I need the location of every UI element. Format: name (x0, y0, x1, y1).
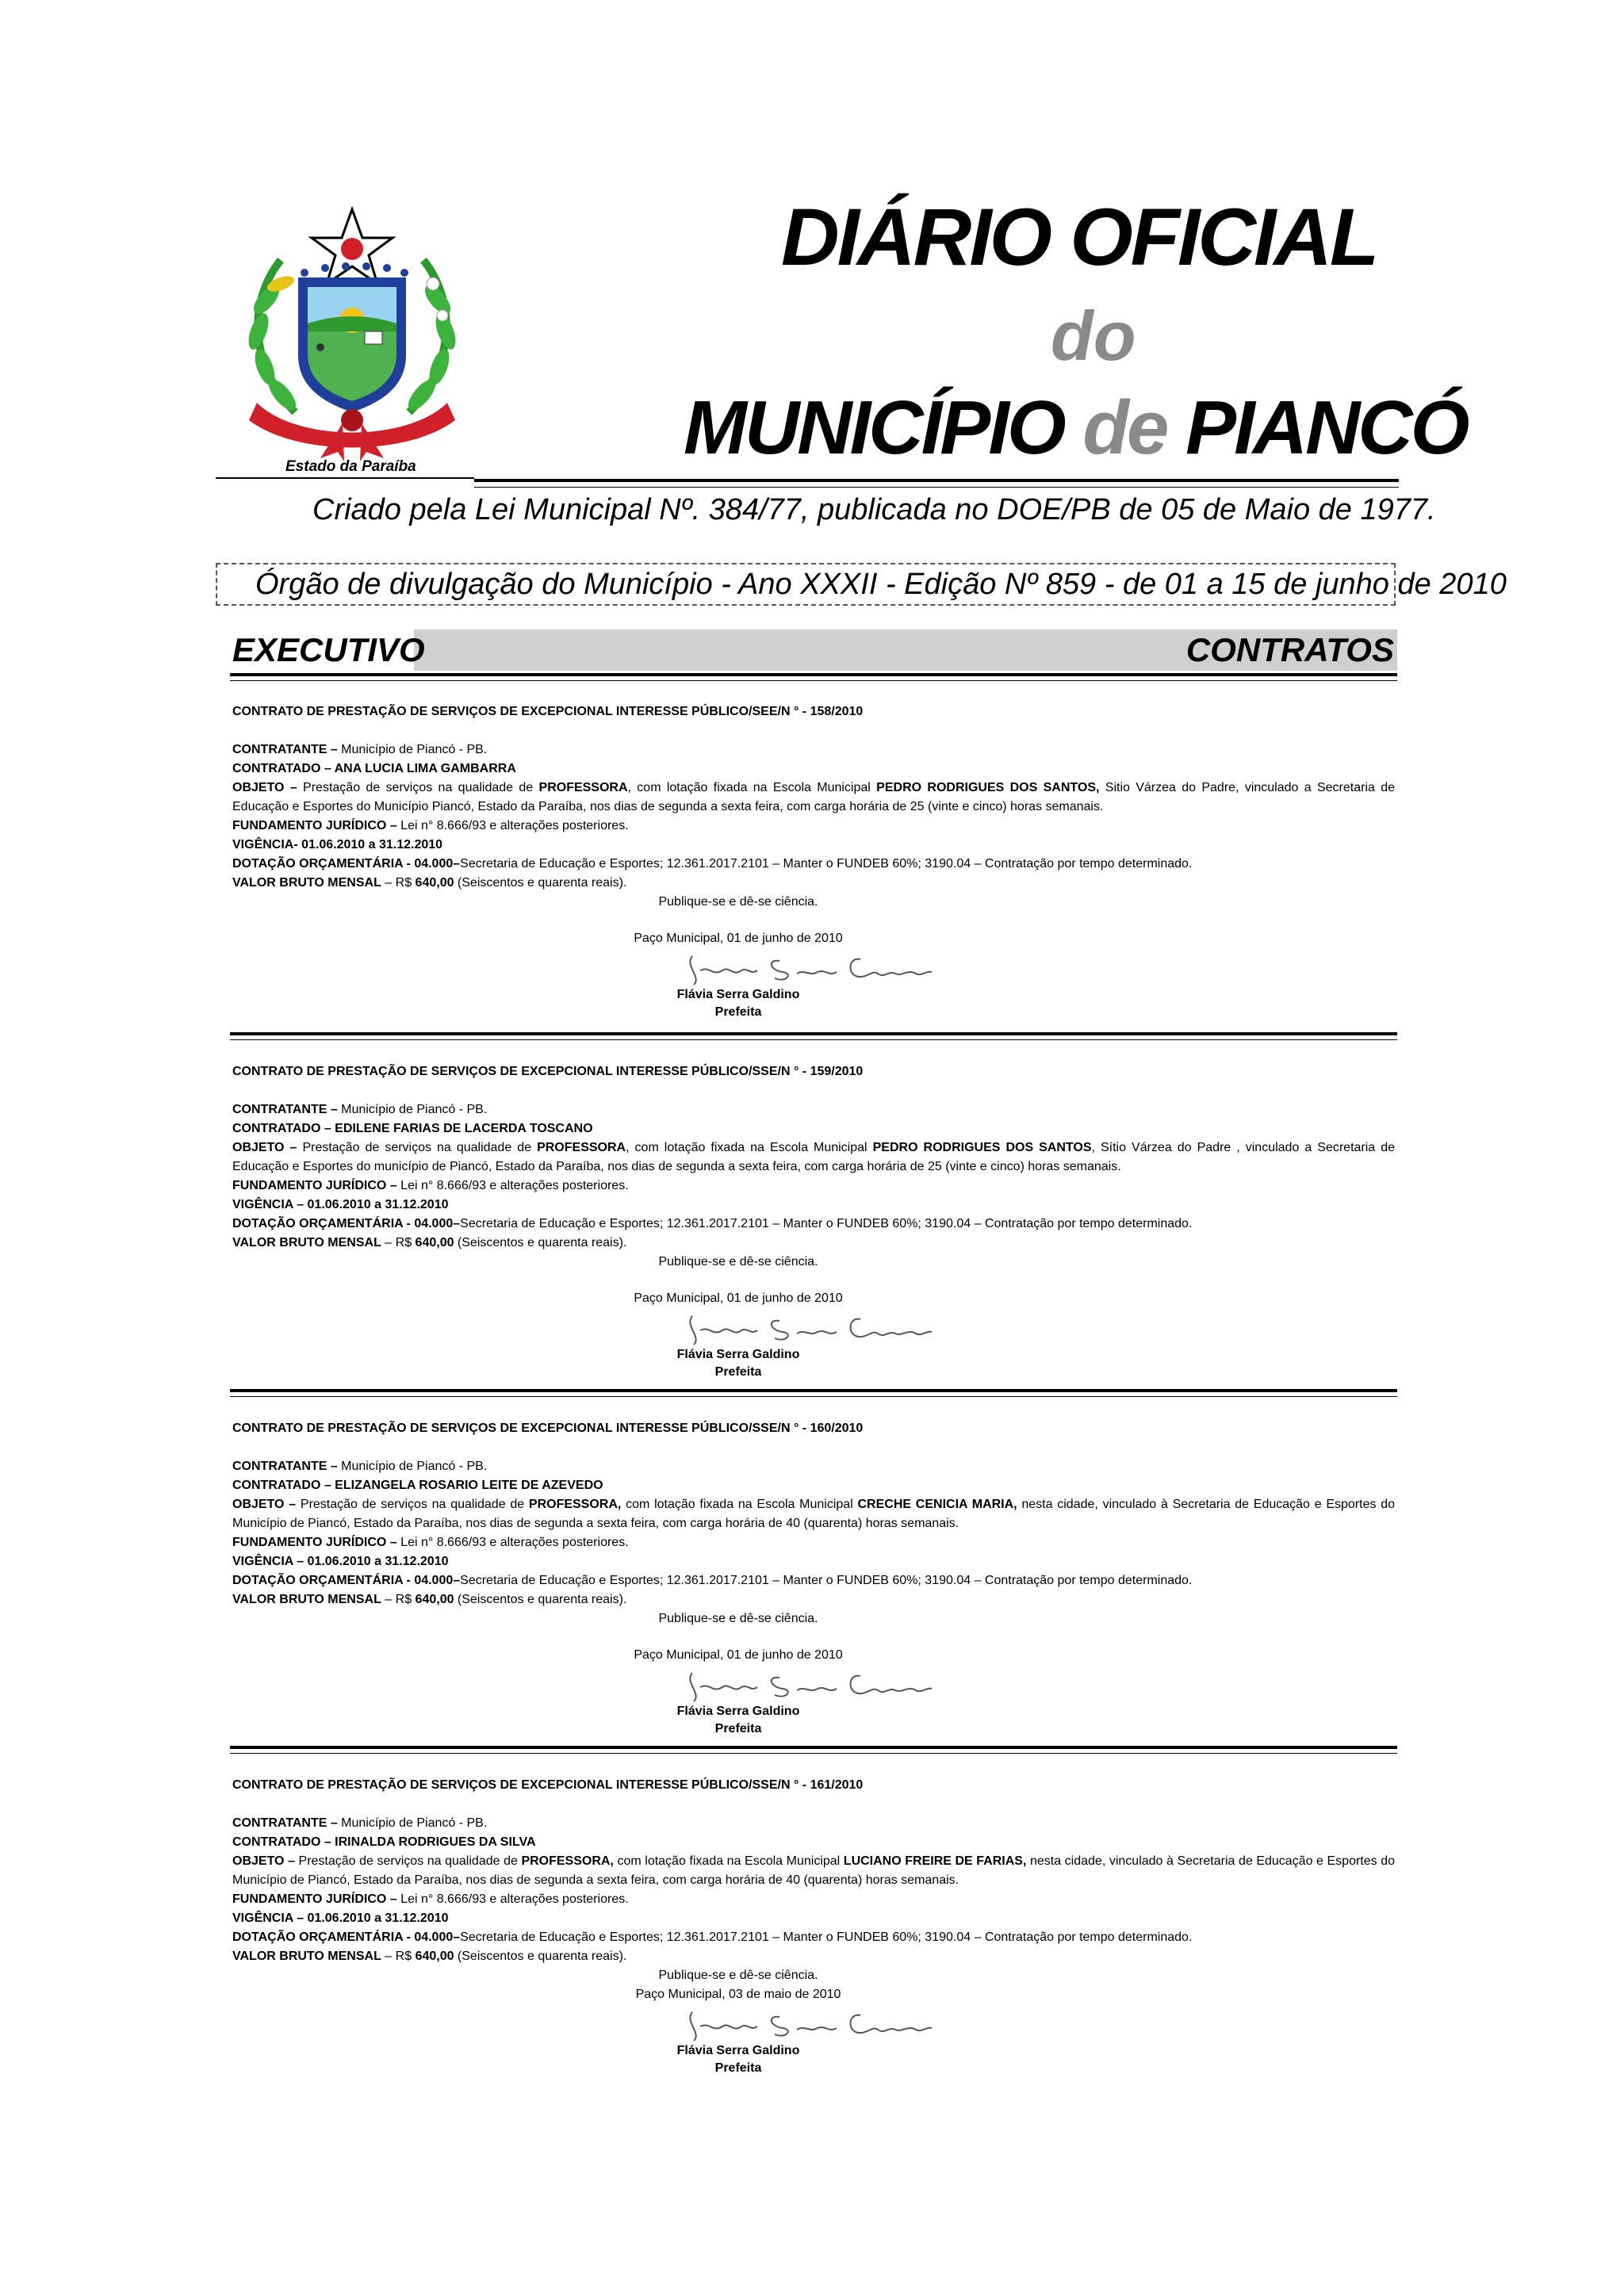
vigencia-line (232, 1909, 1395, 1928)
objeto-role: PROFESSORA (538, 781, 628, 794)
title-de: de (1082, 385, 1167, 470)
valor-part-b: (Seiscentos e quarenta reais). (454, 1593, 627, 1606)
signer-name: Flávia Serra Galdino (676, 2044, 800, 2057)
objeto-part-a: Prestação de serviços na qualidade de (297, 781, 539, 794)
objeto-role: PROFESSORA, (528, 1498, 622, 1511)
contract-158 (232, 702, 1395, 1021)
contract-divider-thick (230, 1746, 1397, 1749)
section-divider-thin (230, 680, 1397, 681)
dotacao-label: DOTAÇÃO ORÇAMENTÁRIA - 04.000– (232, 1574, 461, 1587)
objeto-part-c: nesta cidade, vinculado à Secretaria de Educação e Esportes do Município de Piancó, Estado da Paraíba, nos dias de segunda a sexta feira, com carga horária de 40 (quarenta) horas semanais. (232, 1854, 1396, 1887)
contract-heading: CONTRATO DE PRESTAÇÃO DE SERVIÇOS DE EXCEPCIONAL INTERESSE PÚBLICO/SEE/N ° - 158/2010 (232, 705, 864, 718)
objeto-part-b: com lotação fixada na Escola Municipal (613, 1854, 844, 1868)
contratado-value: CONTRATADO – ELIZANGELA ROSARIO LEITE DE AZEVEDO (232, 1479, 603, 1492)
objeto-school: PEDRO RODRIGUES DOS SANTOS, (876, 781, 1100, 794)
valor-part-a: – R$ (381, 1236, 416, 1249)
objeto-school: LUCIANO FREIRE DE FARIAS, (843, 1854, 1027, 1868)
contratante-label: CONTRATANTE – (232, 1460, 338, 1473)
contratante-label: CONTRATANTE – (232, 1816, 338, 1830)
signer-name: Flávia Serra Galdino (676, 1705, 800, 1718)
objeto-label: OBJETO – (232, 1854, 295, 1868)
contract-divider-thin (230, 1753, 1397, 1754)
valor-part-b: (Seiscentos e quarenta reais). (454, 876, 627, 890)
contratante-line (232, 740, 1395, 760)
signature-icon (232, 2004, 1395, 2042)
contract-159 (232, 1062, 1395, 1381)
objeto-paragraph (232, 1495, 1395, 1533)
contratado-line (232, 1833, 1395, 1852)
dotacao-label: DOTAÇÃO ORÇAMENTÁRIA - 04.000– (232, 857, 461, 871)
fundamento-value: Lei n° 8.666/93 e alterações posteriores. (396, 1536, 629, 1549)
crest-caption: Estado da Paraíba (285, 458, 416, 475)
contract-160 (232, 1419, 1395, 1738)
valor-label: VALOR BRUTO MENSAL (232, 876, 381, 890)
contratado-line (232, 1119, 1395, 1138)
contratado-value: CONTRATADO – IRINALDA RODRIGUES DA SILVA (232, 1835, 536, 1849)
contratante-value: Município de Piancó - PB. (337, 1816, 488, 1830)
title-municipio: MUNICÍPIO (684, 385, 1064, 470)
valor-line (232, 1234, 1395, 1253)
contract-heading: CONTRATO DE PRESTAÇÃO DE SERVIÇOS DE EXCEPCIONAL INTERESSE PÚBLICO/SSE/N ° - 159/2010 (232, 1065, 864, 1078)
valor-part-a: – R$ (381, 876, 416, 890)
valor-label: VALOR BRUTO MENSAL (232, 1950, 381, 1963)
vigencia-value: VIGÊNCIA- 01.06.2010 a 31.12.2010 (232, 838, 443, 851)
publique-text: Publique-se e dê-se ciência. (658, 1612, 818, 1625)
contratante-value: Município de Piancó - PB. (337, 1103, 488, 1116)
valor-amount: 640,00 (415, 1236, 454, 1249)
contract-divider-thin (230, 1039, 1397, 1040)
signer-role: Prefeita (714, 1365, 762, 1379)
objeto-school: CRECHE CENICIA MARIA, (857, 1498, 1017, 1511)
masthead-divider-thick (474, 479, 1399, 482)
contract-divider-thick (230, 1389, 1397, 1392)
signer-name: Flávia Serra Galdino (676, 988, 800, 1001)
signer-role: Prefeita (714, 1005, 762, 1019)
contract-divider-thin (230, 1396, 1397, 1397)
fundamento-label: FUNDAMENTO JURÍDICO – (232, 819, 397, 832)
valor-part-a: – R$ (381, 1593, 416, 1606)
dotacao-value: Secretaria de Educação e Esportes; 12.361.2017.2101 – Manter o FUNDEB 60%; 3190.04 – Contratação por tempo determinado. (460, 1574, 1193, 1587)
objeto-part-c: nesta cidade, vinculado à Secretaria de Educação e Esportes do Município de Piancó, Estado da Paraíba, nos dias de segunda a sexta feira, com carga horária de 40 (quarenta) horas semanais. (232, 1498, 1396, 1530)
objeto-label: OBJETO – (232, 781, 297, 794)
vigencia-line (232, 1196, 1395, 1215)
objeto-part-b: com lotação fixada na Escola Municipal (621, 1498, 858, 1511)
section-divider-thick (230, 673, 1397, 676)
paco-municipal-date: Paço Municipal, 01 de junho de 2010 (634, 932, 843, 945)
objeto-role: PROFESSORA, (521, 1854, 614, 1868)
fundamento-label: FUNDAMENTO JURÍDICO – (232, 1536, 397, 1549)
objeto-paragraph (232, 779, 1395, 817)
valor-part-a: – R$ (381, 1950, 416, 1963)
title-line-3 (684, 385, 1468, 470)
signature-icon (232, 1308, 1395, 1346)
title-line-2: do (1051, 297, 1136, 375)
fundamento-line (232, 1890, 1395, 1909)
publique-text: Publique-se e dê-se ciência. (658, 895, 818, 909)
valor-label: VALOR BRUTO MENSAL (232, 1236, 381, 1249)
valor-part-b: (Seiscentos e quarenta reais). (454, 1950, 627, 1963)
contratante-value: Município de Piancó - PB. (337, 1460, 488, 1473)
dotacao-value: Secretaria de Educação e Esportes; 12.361.2017.2101 – Manter o FUNDEB 60%; 3190.04 – Contratação por tempo determinado. (460, 1931, 1193, 1944)
objeto-paragraph (232, 1138, 1395, 1177)
objeto-school: PEDRO RODRIGUES DOS SANTOS (872, 1141, 1092, 1154)
vigencia-line (232, 1552, 1395, 1571)
dotacao-label: DOTAÇÃO ORÇAMENTÁRIA - 04.000– (232, 1931, 461, 1944)
paco-municipal-date: Paço Municipal, 03 de maio de 2010 (635, 1988, 841, 2001)
contract-divider-thick (230, 1032, 1397, 1035)
objeto-paragraph (232, 1852, 1395, 1890)
dotacao-line (232, 1215, 1395, 1234)
fundamento-label: FUNDAMENTO JURÍDICO – (232, 1179, 397, 1192)
signer-role: Prefeita (714, 1722, 762, 1735)
objeto-role: PROFESSORA (537, 1141, 626, 1154)
valor-amount: 640,00 (415, 1950, 454, 1963)
valor-line (232, 1590, 1395, 1609)
title-pianco: PIANCÓ (1185, 385, 1468, 470)
valor-amount: 640,00 (415, 1593, 454, 1606)
signer-name: Flávia Serra Galdino (676, 1348, 800, 1361)
objeto-part-c: Sitio Várzea do Padre, vinculado a Secretaria de Educação e Esportes do Município Piancó, Estado da Paraíba, nos dias de segunda a sexta feira, com carga horária de 25 (vinte e cinco) horas semanais. (232, 781, 1396, 813)
dotacao-line (232, 855, 1395, 874)
fundamento-line (232, 817, 1395, 836)
dotacao-value: Secretaria de Educação e Esportes; 12.361.2017.2101 – Manter o FUNDEB 60%; 3190.04 – Contratação por tempo determinado. (460, 857, 1193, 871)
publique-text: Publique-se e dê-se ciência. (658, 1255, 818, 1269)
dotacao-line (232, 1571, 1395, 1590)
edition-text: Órgão de divulgação do Município - Ano XXXII - Edição Nº 859 - de 01 a 15 de junho de 2010 (255, 568, 1507, 601)
objeto-part-a: Prestação de serviços na qualidade de (297, 1141, 538, 1154)
contratado-value: CONTRATADO – ANA LUCIA LIMA GAMBARRA (232, 762, 516, 775)
objeto-part-a: Prestação de serviços na qualidade de (294, 1854, 522, 1868)
fundamento-value: Lei n° 8.666/93 e alterações posteriores. (396, 1892, 629, 1906)
fundamento-value: Lei n° 8.666/93 e alterações posteriores. (396, 1179, 629, 1192)
contratante-label: CONTRATANTE – (232, 743, 338, 756)
fundamento-line (232, 1177, 1395, 1196)
objeto-part-b: , com lotação fixada na Escola Municipal (627, 781, 877, 794)
signature-icon (232, 1665, 1395, 1703)
section-executivo: EXECUTIVO (232, 631, 425, 668)
vigencia-value: VIGÊNCIA – 01.06.2010 a 31.12.2010 (232, 1555, 449, 1568)
contratante-line (232, 1814, 1395, 1833)
contratante-label: CONTRATANTE – (232, 1103, 338, 1116)
valor-amount: 640,00 (415, 876, 454, 890)
dotacao-line (232, 1928, 1395, 1947)
objeto-part-b: , com lotação fixada na Escola Municipal (626, 1141, 873, 1154)
contract-161 (232, 1776, 1395, 2077)
signature-icon (232, 948, 1395, 986)
crest-emblem-icon (225, 205, 479, 484)
valor-line (232, 874, 1395, 893)
fundamento-value: Lei n° 8.666/93 e alterações posteriores. (396, 819, 629, 832)
vigencia-line (232, 836, 1395, 855)
objeto-label: OBJETO – (232, 1498, 297, 1511)
objeto-label: OBJETO – (232, 1141, 297, 1154)
creation-law-text: Criado pela Lei Municipal Nº. 384/77, publicada no DOE/PB de 05 de Maio de 1977. (312, 493, 1436, 526)
valor-label: VALOR BRUTO MENSAL (232, 1593, 381, 1606)
contratante-line (232, 1100, 1395, 1119)
fundamento-label: FUNDAMENTO JURÍDICO – (232, 1892, 397, 1906)
title-line-1: DIÁRIO OFICIAL (781, 192, 1377, 282)
contratado-value: CONTRATADO – EDILENE FARIAS DE LACERDA TOSCANO (232, 1122, 593, 1135)
contratado-line (232, 1476, 1395, 1495)
masthead-divider-thin (474, 487, 1399, 488)
contratado-line (232, 760, 1395, 779)
vigencia-value: VIGÊNCIA – 01.06.2010 a 31.12.2010 (232, 1198, 449, 1211)
contract-heading: CONTRATO DE PRESTAÇÃO DE SERVIÇOS DE EXCEPCIONAL INTERESSE PÚBLICO/SSE/N ° - 160/2010 (232, 1422, 864, 1435)
dotacao-label: DOTAÇÃO ORÇAMENTÁRIA - 04.000– (232, 1217, 461, 1230)
objeto-part-c: , Sítio Várzea do Padre , vinculado a Secretaria de Educação e Esportes do município de Piancó, Estado da Paraíba, nos dias de segunda a sexta feira, com carga horária de 25 (vinte e cinco) horas semanais. (232, 1141, 1396, 1173)
paco-municipal-date: Paço Municipal, 01 de junho de 2010 (634, 1648, 843, 1662)
paco-municipal-date: Paço Municipal, 01 de junho de 2010 (634, 1292, 843, 1305)
fundamento-line (232, 1533, 1395, 1552)
dotacao-value: Secretaria de Educação e Esportes; 12.361.2017.2101 – Manter o FUNDEB 60%; 3190.04 – Contratação por tempo determinado. (460, 1217, 1193, 1230)
publique-text: Publique-se e dê-se ciência. (658, 1969, 818, 1982)
section-contratos: CONTRATOS (1185, 631, 1394, 668)
contratante-line (232, 1457, 1395, 1476)
vigencia-value: VIGÊNCIA – 01.06.2010 a 31.12.2010 (232, 1911, 449, 1925)
contract-heading: CONTRATO DE PRESTAÇÃO DE SERVIÇOS DE EXCEPCIONAL INTERESSE PÚBLICO/SSE/N ° - 161/2010 (232, 1778, 864, 1792)
objeto-part-a: Prestação de serviços na qualidade de (296, 1498, 529, 1511)
valor-line (232, 1947, 1395, 1966)
contratante-value: Município de Piancó - PB. (337, 743, 488, 756)
valor-part-b: (Seiscentos e quarenta reais). (454, 1236, 627, 1249)
signer-role: Prefeita (714, 2061, 762, 2075)
crest-divider (216, 477, 474, 479)
